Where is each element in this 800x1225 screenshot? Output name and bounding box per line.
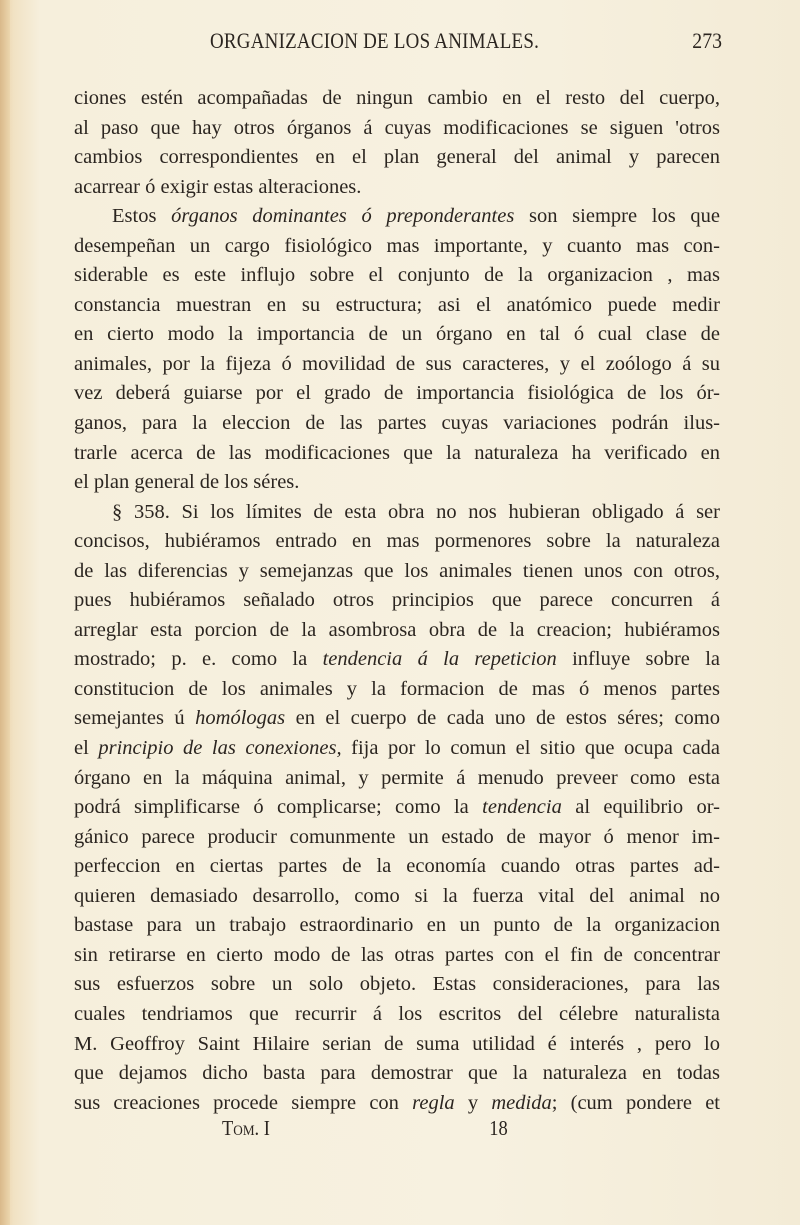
page-footer	[0, 1116, 800, 1146]
text-segment: en cierto modo la importancia de un órgano en tal ó cual clase de	[74, 323, 720, 346]
italic-text: principio de las conexiones,	[98, 737, 342, 760]
text-segment: animales, por la fijeza ó movilidad de sus caracteres, y el zoólogo á su	[74, 352, 720, 375]
body-text	[74, 84, 720, 1118]
text-segment: quieren demasiado desarrollo, como si la fuerza vital del animal no	[74, 884, 720, 907]
text-segment: son siempre los que	[514, 205, 720, 228]
text-segment: siderable es este influjo sobre el conjunto de la organizacion , mas	[74, 264, 720, 287]
text-line	[74, 1089, 720, 1119]
text-line	[74, 586, 720, 616]
page-number: 273	[692, 28, 722, 53]
italic-text: órganos dominantes ó preponderantes	[171, 205, 515, 228]
text-line	[74, 1059, 720, 1089]
text-line	[74, 911, 720, 941]
text-line	[74, 704, 720, 734]
text-line	[74, 734, 720, 764]
text-segment: al paso que hay otros órganos á cuyas modificaciones se siguen 'otros	[74, 116, 720, 139]
text-segment: vez deberá guiarse por el grado de importancia fisiológica de los ór-	[74, 382, 720, 405]
text-segment: el plan general de los séres.	[74, 471, 300, 494]
text-line	[74, 1000, 720, 1030]
text-segment: ciones estén acompañadas de ningun cambio en el resto del cuerpo,	[74, 87, 720, 109]
text-segment: al equilibrio or-	[561, 796, 720, 819]
text-segment: constitucion de los animales y la formacion de mas ó menos partes	[74, 677, 720, 700]
text-segment: sus esfuerzos sobre un solo objeto. Estas consideraciones, para las	[74, 973, 720, 996]
italic-text: medida	[491, 1091, 552, 1114]
text-segment: trarle acerca de las modificaciones que la naturaleza ha verificado en	[74, 441, 720, 464]
text-line	[74, 173, 720, 203]
text-line	[74, 941, 720, 971]
text-segment: en el cuerpo de cada uno de estos séres; como	[285, 707, 720, 730]
signature-mark: 18	[489, 1116, 508, 1140]
text-line	[74, 468, 720, 498]
text-segment: concisos, hubiéramos entrado en mas pormenores sobre la naturaleza	[74, 530, 720, 553]
text-line	[74, 823, 720, 853]
text-line	[74, 114, 720, 144]
text-segment: § 358. Si los límites de esta obra no nos hubieran obligado á ser	[112, 500, 720, 523]
text-segment: y	[454, 1091, 492, 1114]
text-line	[74, 320, 720, 350]
text-segment: desempeñan un cargo fisiológico mas importante, y cuanto mas con-	[74, 234, 720, 257]
page-edge	[0, 0, 10, 1225]
text-segment: sus creaciones procede siempre con	[74, 1091, 413, 1114]
text-segment: perfeccion en ciertas partes de la economía cuando otras partes ad-	[74, 855, 720, 878]
text-segment: Estos	[112, 205, 172, 228]
text-line	[74, 764, 720, 794]
text-line	[74, 616, 720, 646]
italic-text: regla	[412, 1091, 455, 1114]
text-segment: ; (cum pondere et	[551, 1091, 721, 1114]
text-line	[74, 557, 720, 587]
text-line	[74, 143, 720, 173]
text-line	[74, 970, 720, 1000]
text-line	[74, 498, 720, 528]
text-segment: sin retirarse en cierto modo de las otras partes con el fin de concentrar	[74, 943, 720, 966]
text-line	[74, 439, 720, 469]
text-segment: podrá simplificarse ó complicarse; como la	[74, 796, 483, 819]
text-segment: pues hubiéramos señalado otros principios que parece concurren á	[74, 589, 720, 612]
text-segment: influye sobre la	[556, 648, 721, 671]
volume-label: Tom. I	[222, 1116, 270, 1140]
text-line	[74, 291, 720, 321]
text-line	[74, 675, 720, 705]
text-segment: M. Geoffroy Saint Hilaire serian de suma utilidad é interés , pero lo	[74, 1032, 720, 1055]
text-line	[74, 645, 720, 675]
text-segment: constancia muestran en su estructura; asi el anatómico puede medir	[74, 293, 720, 316]
page-header	[210, 28, 730, 58]
text-segment: ganos, para la eleccion de las partes cuyas variaciones podrán ilus-	[74, 412, 720, 435]
text-segment: cambios correspondientes en el plan general del animal y parecen	[74, 146, 720, 169]
text-segment: gánico parece producir comunmente un estado de mayor ó menor im-	[74, 825, 720, 848]
italic-text: tendencia á la repeticion	[322, 648, 557, 671]
text-line	[74, 84, 720, 114]
text-line	[74, 527, 720, 557]
text-segment: el	[74, 737, 99, 760]
text-line	[74, 379, 720, 409]
italic-text: homólogas	[195, 707, 286, 730]
text-segment: órgano en la máquina animal, y permite á menudo preveer como esta	[74, 766, 720, 789]
text-line	[74, 882, 720, 912]
text-segment: acarrear ó exigir estas alteraciones.	[74, 175, 362, 198]
text-line	[74, 409, 720, 439]
text-line	[74, 232, 720, 262]
text-segment: bastase para un trabajo estraordinario en un punto de la organizacion	[74, 914, 720, 937]
text-segment: cuales tendriamos que recurrir á los escritos del célebre naturalista	[74, 1002, 720, 1025]
text-segment: semejantes ú	[74, 707, 196, 730]
text-segment: arreglar esta porcion de la asombrosa obra de la creacion; hubiéramos	[74, 618, 720, 641]
text-line	[74, 852, 720, 882]
text-line	[74, 793, 720, 823]
text-line	[74, 1030, 720, 1060]
text-segment: que dejamos dicho basta para demostrar que la naturaleza en todas	[74, 1062, 720, 1085]
text-line	[74, 261, 720, 291]
italic-text: tendencia	[482, 796, 562, 819]
text-segment: mostrado; p. e. como la	[74, 648, 323, 671]
text-line	[74, 202, 720, 232]
running-title: ORGANIZACION DE LOS ANIMALES.	[210, 28, 540, 53]
text-segment: fija por lo comun el sitio que ocupa cada	[341, 737, 721, 760]
text-line	[74, 350, 720, 380]
text-segment: de las diferencias y semejanzas que los animales tienen unos con otros,	[74, 559, 720, 582]
